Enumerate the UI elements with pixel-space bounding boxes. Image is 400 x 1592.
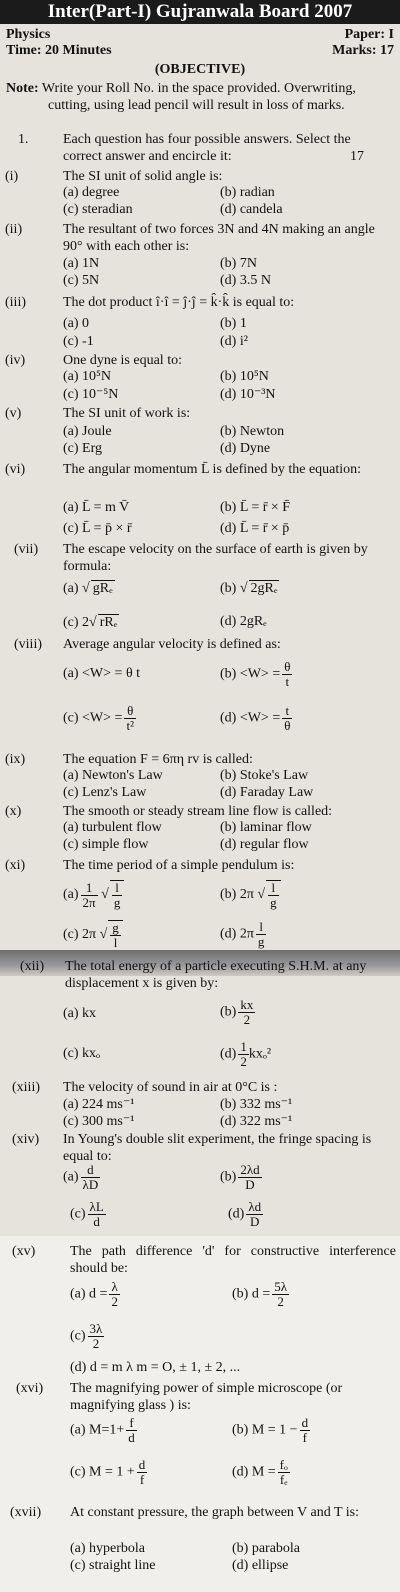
option-a: (a) turbulent flow (63, 820, 162, 835)
option-d-expression: kxₒ² (248, 1046, 272, 1062)
question-text: The dot product î·î = ĵ·ĵ = k̂·k̂ is equal to: (63, 295, 295, 310)
fraction-numerator: 2λd (240, 1162, 260, 1177)
option-a: (a) 224 ms⁻¹ (63, 1097, 135, 1112)
fraction-numerator: d (301, 1415, 309, 1430)
fraction-denominator: f (302, 1430, 307, 1445)
option-b-expression: 2gRₑ (250, 581, 278, 596)
option-c: (c) kxₒ (63, 1046, 101, 1061)
fraction-denominator: 2 (243, 1012, 251, 1027)
question-number: (xi) (5, 858, 26, 873)
fraction-denominator: t² (126, 718, 134, 733)
question-text: The angular momentum L̄ is defined by the equation: (63, 462, 362, 477)
question-text: The time period of a simple pendulum is: (63, 858, 295, 873)
fraction-denominator: 2π (82, 894, 96, 910)
option-b: (b) 1 (220, 316, 247, 331)
fraction-denominator: D (250, 1214, 260, 1229)
option-a: (a) (63, 1169, 79, 1185)
question-number: (ix) (5, 752, 26, 767)
question-text: The escape velocity on the surface of earth is given by formula: (63, 542, 368, 574)
fraction-denominator: f (139, 1472, 145, 1487)
option-b: (b) parabola (232, 1541, 301, 1556)
option-a: (a) Joule (63, 424, 112, 439)
option-c: (c) simple flow (63, 837, 149, 852)
fraction-denominator: 2 (240, 1054, 247, 1069)
root-numerator: l (268, 881, 279, 896)
section-title: (OBJECTIVE) (154, 62, 246, 77)
option-c: (c) -1 (63, 334, 94, 349)
option-b: (b) (220, 1169, 237, 1185)
option-b: (b) 10⁵N (220, 369, 269, 384)
fraction-denominator: g (257, 934, 265, 949)
option-d: (d) Faraday Law (220, 785, 314, 800)
option-d: (d) (228, 1206, 245, 1222)
option-d: (d) candela (220, 202, 283, 217)
fraction-denominator: D (245, 1177, 255, 1192)
option-b: (b) 2π (220, 887, 254, 903)
question-number: (i) (5, 169, 19, 184)
option-a: (a) L̄ = m V̄ (63, 500, 130, 515)
fraction-numerator: 3λ (89, 1321, 103, 1336)
option-b: (b) M = 1 − (232, 1422, 298, 1438)
fraction-numerator: λL (89, 1199, 104, 1214)
fraction-numerator: d (81, 1163, 101, 1178)
option-c: (c) 5N (63, 273, 100, 288)
option-a: (a) 1N (63, 256, 100, 271)
fraction-denominator: 2 (111, 1294, 118, 1309)
total-marks: Marks: 17 (332, 43, 394, 58)
option-c-expression: rRₑ (99, 615, 118, 630)
option-c: (c) <W> = (63, 710, 123, 726)
question-text: The magnifying power of simple microscope (or magnifying glass ) is: (70, 1381, 343, 1413)
question-text: The total energy of a particle executing S.H.M. at any displacement x is given by: (65, 959, 367, 991)
question-text: The SI unit of solid angle is: (63, 169, 223, 184)
fraction-denominator: 2 (92, 1336, 100, 1351)
option-c: (c) (70, 1206, 86, 1222)
root-denominator: g (270, 895, 277, 910)
option-a: (a) kx (63, 1006, 97, 1021)
question-number: (x) (5, 804, 22, 819)
fraction-denominator: d (128, 1430, 135, 1445)
fraction-numerator: kx (240, 997, 254, 1012)
option-a: (a) M=1+ (70, 1422, 125, 1438)
question-number: (viii) (14, 637, 42, 652)
instruction-text: Each question has four possible answers. Select the correct answer and encircle it: (63, 132, 351, 164)
question-number: (iii) (5, 295, 26, 310)
option-a: (a) 10⁵N (63, 369, 112, 384)
question-text: The path difference 'd' for constructive interference should be: (70, 1244, 396, 1276)
option-d: (d) 2π (220, 926, 254, 942)
fraction-numerator: 5λ (274, 1279, 288, 1294)
option-b: (b) L̄ = r̄ × F̄ (220, 500, 291, 515)
fraction-numerator: θ (284, 659, 291, 674)
question-number: (xii) (20, 959, 45, 974)
paper-number: Paper: I (344, 27, 394, 42)
question-text: The velocity of sound in air at 0°C is : (63, 1080, 278, 1095)
fraction-numerator: t (282, 704, 292, 719)
option-d: (d) d = m λ m = O, ± 1, ± 2, ... (70, 1360, 241, 1375)
light-region (0, 1236, 400, 1592)
root-denominator: g (113, 895, 121, 910)
option-a: (a) d = (70, 1286, 108, 1302)
option-c: (c) 10⁻⁵N (63, 387, 119, 402)
note-text: Write your Roll No. in the space provided. Overwriting, cutting, using lead pencil will result in loss of marks. (41, 81, 356, 113)
question-number: (vi) (5, 462, 26, 477)
option-d: (d) regular flow (220, 837, 309, 852)
fraction-numerator: f (126, 1416, 137, 1431)
question-number: (xiii) (12, 1080, 40, 1095)
option-b: (b) Newton (220, 424, 285, 439)
root-denominator: l (113, 935, 118, 950)
board-title: Inter(Part-I) Gujranwala Board 2007 (0, 0, 400, 24)
time-allowed: Time: 20 Minutes (6, 43, 112, 58)
option-c: (c) Lenz's Law (63, 785, 147, 800)
fraction-denominator: t (285, 674, 290, 689)
fraction-numerator: λ (109, 1280, 120, 1295)
fraction-denominator: fₑ (279, 1472, 288, 1487)
fraction-numerator: fₒ (279, 1457, 288, 1472)
note (6, 80, 392, 114)
option-b: (b) 7N (220, 256, 257, 271)
option-b: (b) (220, 581, 237, 596)
question-text: The equation F = 6πη rv is called: (63, 752, 253, 767)
option-b: (b) 332 ms⁻¹ (220, 1097, 293, 1112)
option-c: (c) straight line (70, 1558, 156, 1573)
option-b: (b) laminar flow (220, 820, 312, 835)
option-b: (b) d = (232, 1286, 271, 1302)
option-c: (c) (70, 1328, 86, 1344)
option-d: (d) M = (232, 1464, 276, 1480)
option-b: (b) radian (220, 185, 275, 200)
question-number: (xvii) (10, 1505, 42, 1520)
fraction-numerator: θ (124, 704, 136, 719)
option-c: (c) Erg (63, 441, 102, 456)
fraction-numerator: λd (248, 1199, 262, 1214)
fraction-denominator: d (93, 1214, 100, 1229)
question-text: The SI unit of work is: (63, 406, 191, 421)
option-b: (b) <W> = (220, 666, 281, 682)
question-number: (xv) (12, 1244, 36, 1259)
question-number: (v) (5, 406, 22, 421)
subject: Physics (6, 27, 51, 42)
option-b: (b) Stoke's Law (220, 768, 309, 783)
option-a: (a) (63, 887, 79, 903)
option-a: (a) (63, 581, 79, 596)
fraction-numerator: d (138, 1457, 146, 1472)
option-a-expression: gRₑ (92, 581, 113, 596)
option-d: (d) Dyne (220, 441, 271, 456)
option-d: (d) L̄ = r̄ × p̄ (220, 521, 290, 536)
fraction-denominator: θ (284, 718, 291, 733)
question-number: (ii) (5, 222, 23, 237)
option-c: (c) 300 ms⁻¹ (63, 1114, 135, 1129)
header-row-time (6, 43, 394, 59)
option-a: (a) degree (63, 185, 120, 200)
option-d: (d) <W> = (220, 710, 281, 726)
instruction-marks: 17 (350, 149, 364, 164)
question-text: The resultant of two forces 3N and 4N making an angle 90° with each other is: (63, 222, 375, 254)
option-c: (c) 2 (63, 615, 90, 630)
question-number: (xiv) (12, 1132, 40, 1147)
option-d: (d) (220, 1046, 237, 1062)
fraction-denominator: 2 (277, 1294, 284, 1309)
question-text: In Young's double slit experiment, the fringe spacing is equal to: (63, 1132, 372, 1164)
question-text: Average angular velocity is defined as: (63, 637, 281, 652)
option-b: (b) (220, 1004, 237, 1020)
fraction-denominator: λD (82, 1177, 99, 1192)
option-d: (d) 3.5 N (220, 273, 271, 288)
fraction-numerator: 1 (240, 1039, 247, 1054)
header-row-subject (6, 27, 394, 43)
fraction-numerator: l (256, 920, 267, 935)
option-d: (d) ellipse (232, 1558, 289, 1573)
option-c: (c) 2π (63, 927, 97, 943)
option-d: (d) 2gRₑ (220, 614, 267, 629)
question-text: One dyne is equal to: (63, 353, 182, 368)
option-d: (d) 10⁻³N (220, 387, 276, 402)
option-c: (c) L̄ = p̄ × r̄ (63, 521, 132, 536)
exam-page: Inter(Part-I) Gujranwala Board 2007 Physics Paper: I Time: 20 Minutes Marks: 17 (OBJECTIVE) Note: Write your Roll No. in the space provided. Overwriting, cutting, using lead pencil will result in loss of marks. 1. Each question has four possible answers. Select the correct answer and encircle it: 17 (i) The SI unit of solid angle is: (a) degree (b) radian (c) steradian (d) candela (ii) The resultant of two forces 3N and 4N making an angle 90° with each other is: (a) 1N (b) 7N (c) 5N (d) 3.5 N (iii) The dot product î·î = ĵ·ĵ = k̂·k̂ is equal to: (a) 0 (b) 1 (c) -1 (d) i² (iv) One dyne is equal to: (a) 10⁵N (b) 10⁵N (c) 10⁻⁵N (d) 10⁻³N (v) The SI unit of work is: (a) Joule (b) Newton (c) Erg (d) Dyne (vi) The angular momentum L̄ is defined by the equation: (a) L̄ = m V̄ (b) L̄ = r̄ × F̄ (c) L̄ = p̄ × r̄ (d) L̄ = r̄ × p̄ (vii) The escape velocity on the surface of earth is given by formula: (a) √ gRₑ (b) √ 2gRₑ (c) 2√ rRₑ (d) 2gRₑ (viii) Average angular velocity is defined as: (a) <W> = θ t (b) <W> = $\frac{\theta}{t}$ (c) <W> = $\frac{\theta}{\text{t²}}$ (d) <W> = $\frac{t}{\theta}$ (ix) The equation F = 6πη rv is called: (a) Newton's Law (b) Stoke's Law (c) Lenz's Law (d) Faraday Law (x) The smooth or steady stream line flow is called: (a) turbulent flow (b) laminar flow (c) simple flow (d) regular flow (xi) The time period of a simple pendulum is: (a) $\frac{1}{2\pi}$ √ $\frac{l}{g}$ (b) 2π √ $\frac{l}{g}$ (c) 2π √ $\frac{g}{l}$ (d) 2π $\frac{l}{g}$ (xii) The total energy of a particle executing S.H.M. at any displacement x is given by: (a) kx (b) $\frac{kx}{2}$ (c) kxₒ (d) $\frac{1}{2}$ kxₒ² (xiii) The velocity of sound in air at 0°C is : (a) 224 ms⁻¹ (b) 332 ms⁻¹ (c) 300 ms⁻¹ (d) 322 ms⁻¹ (xiv) In Young's double slit experiment, the fringe spacing is equal to: (a) $\frac{d}{\lambda D}$ (b) $\frac{2\lambda d}{D}$ (c) $\frac{\lambda L}{d}$ (d) $\frac{\lambda d}{D}$ (xv) The path difference 'd' for constructive interference should be: (a) d = $\frac{\lambda}{2}$ (b) d = $\frac{5\lambda}{2}$ (c) $\frac{3\lambda}{2}$ (d) d = m λ m = O, ± 1, ± 2, ... (xvi) The magnifying power of simple microscope (or magnifying glass ) is: (a) M=1+ $\frac{f}{d}$ (b) M = 1 − $\frac{d}{f}$ (c) M = 1 + $\frac{d}{f}$ (d) M = $\frac{\text{fₒ}}{\text{fₑ}}$ (xvii) At constant pressure, the graph between V and T is: (a) hyperbola (b) parabola (c) straight line (d) ellipse (0, 0, 400, 1592)
question-number: (iv) (5, 353, 26, 368)
option-a: (a) Newton's Law (63, 768, 163, 783)
option-c: (c) steradian (63, 202, 133, 217)
option-a: (a) <W> = θ t (63, 666, 141, 681)
instruction-number: 1. (18, 132, 29, 147)
note-label: Note: (6, 81, 39, 96)
root-numerator: g (112, 920, 119, 935)
option-d: (d) 322 ms⁻¹ (220, 1114, 293, 1129)
option-d: (d) i² (220, 334, 248, 349)
option-c: (c) M = 1 + (70, 1464, 135, 1480)
option-a: (a) hyperbola (70, 1541, 146, 1556)
fraction-numerator: 1 (81, 881, 98, 896)
question-number: (vii) (14, 542, 39, 557)
root-numerator: l (112, 881, 123, 896)
question-number: (xvi) (16, 1381, 44, 1396)
question-text: The smooth or steady stream line flow is called: (63, 804, 333, 819)
question-text: At constant pressure, the graph between V and T is: (70, 1505, 360, 1520)
option-a: (a) 0 (63, 316, 90, 331)
